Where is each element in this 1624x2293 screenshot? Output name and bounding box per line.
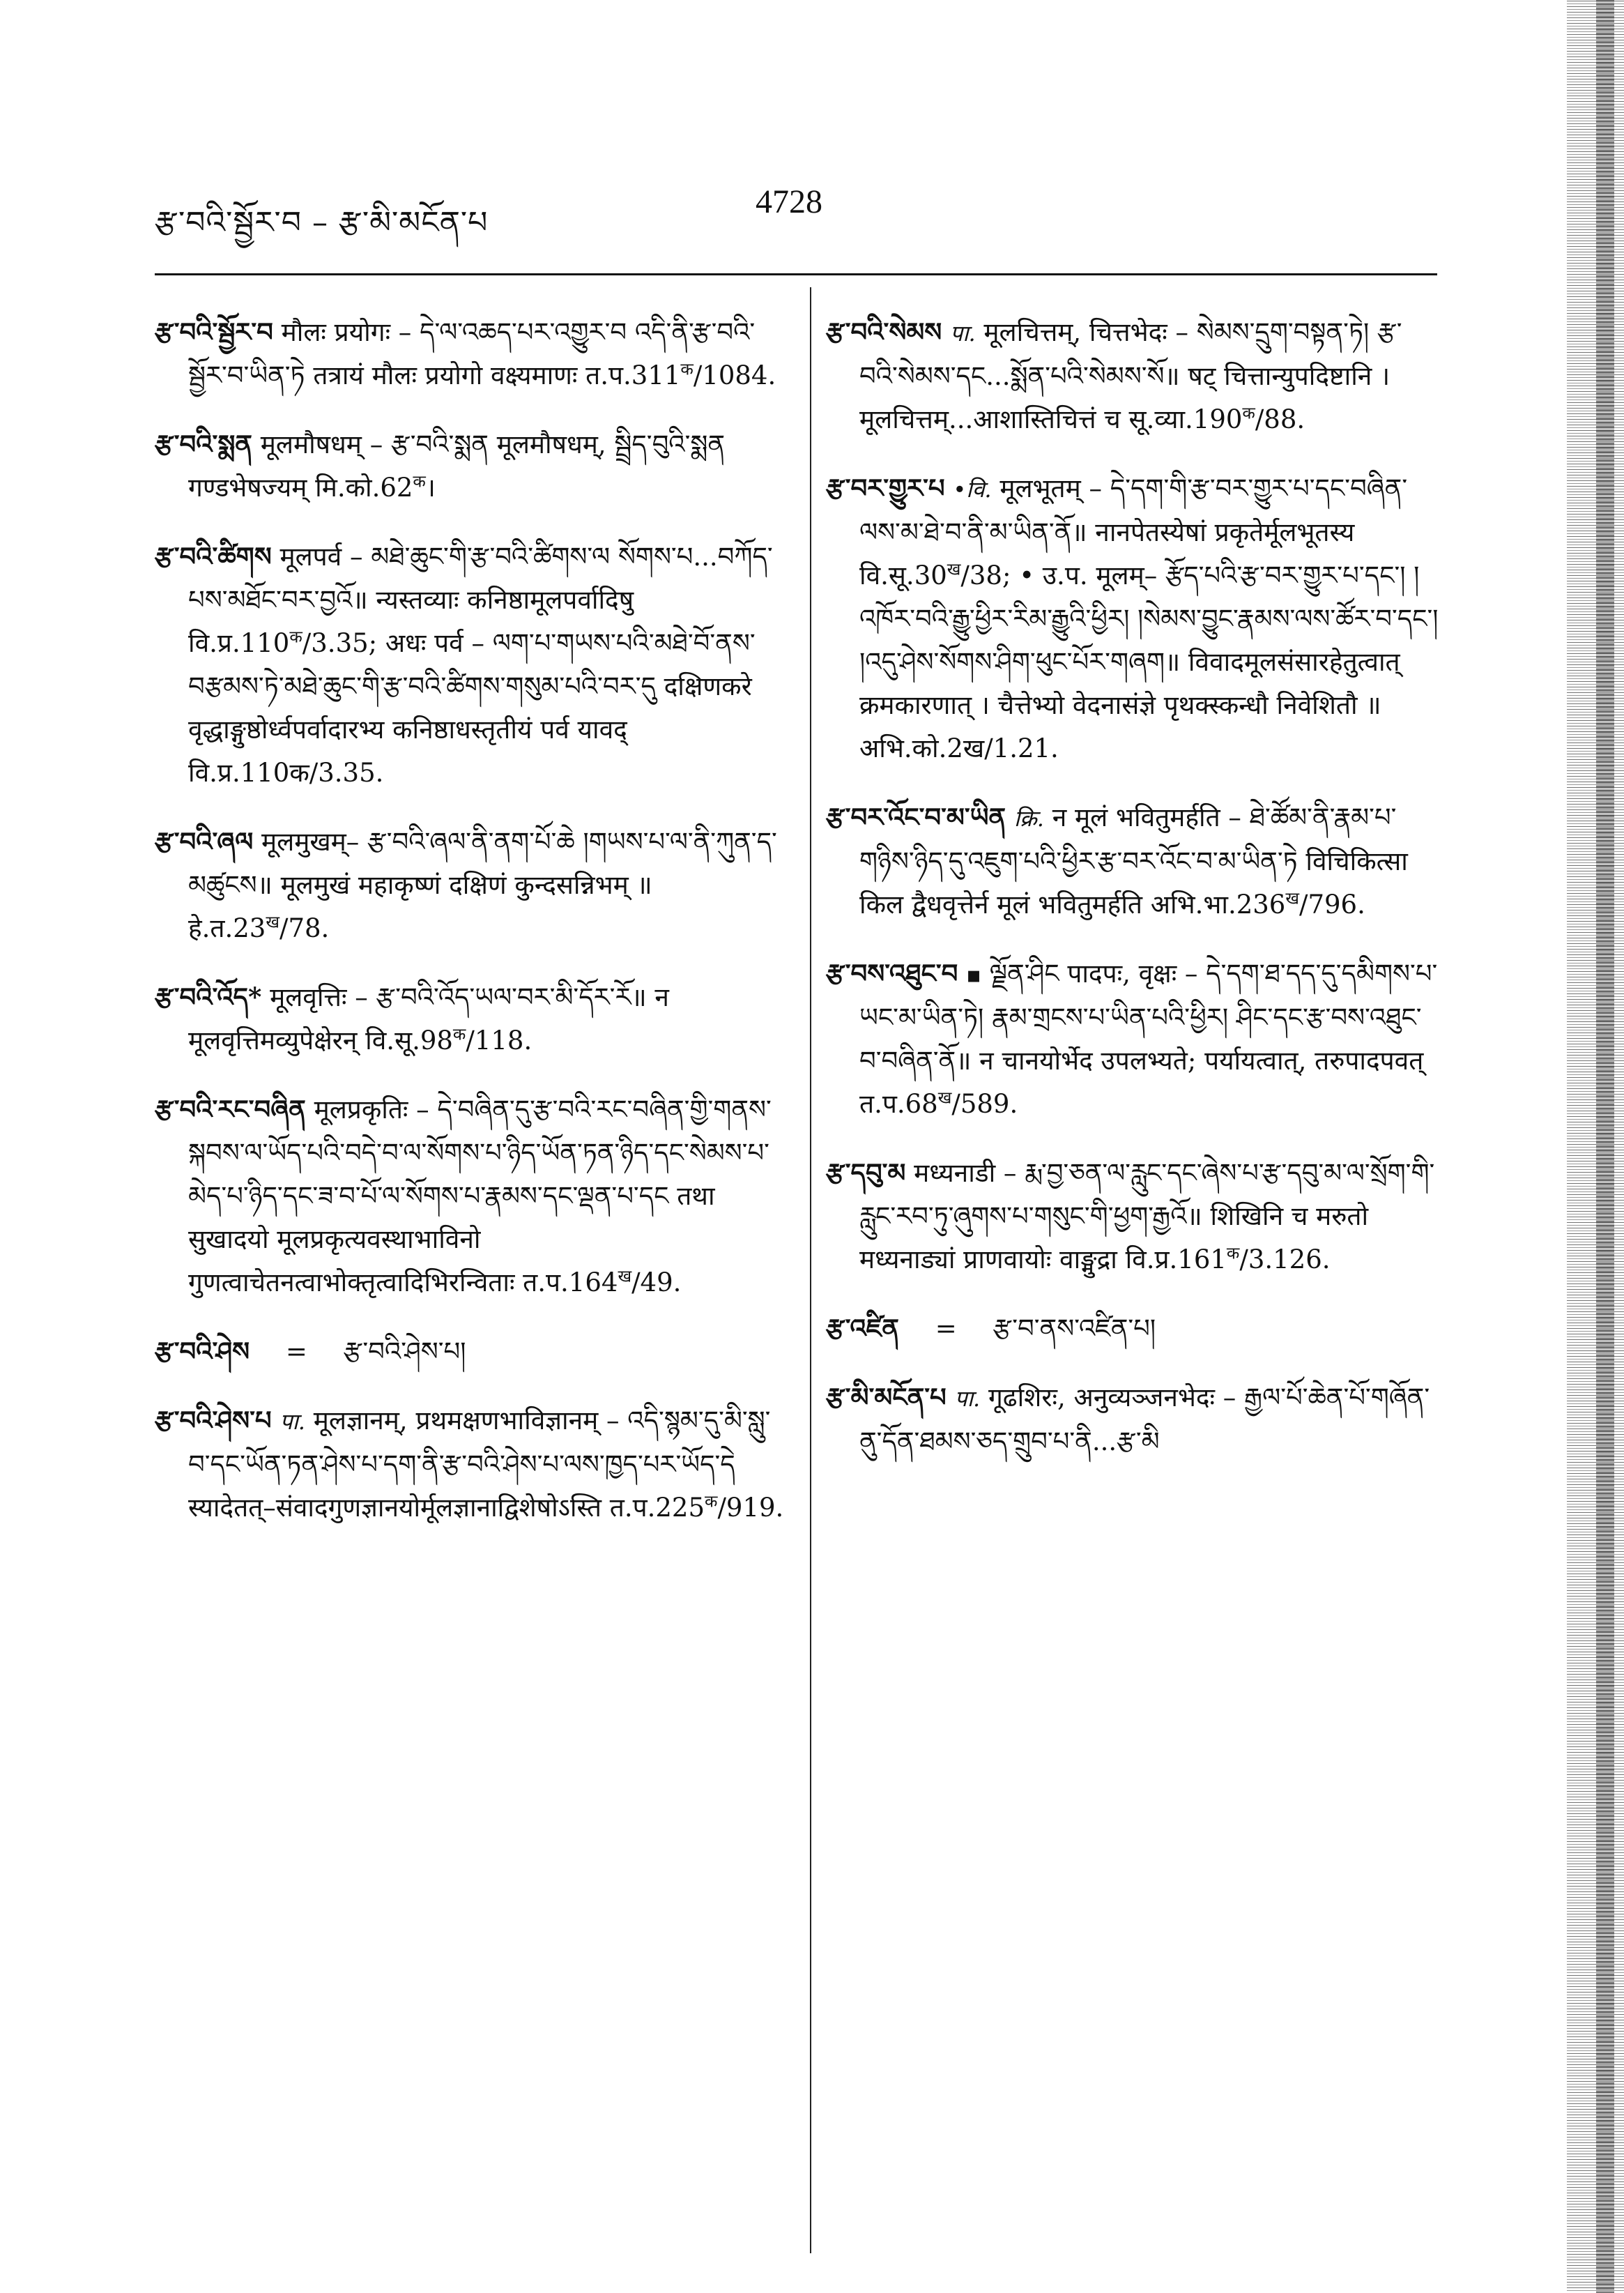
dictionary-entry — [826, 310, 1439, 441]
entry-headword: རྩ་མི་མངོན་པ — [826, 1382, 947, 1412]
entry-text: मूलप्रकृतिः – དེ་བཞིན་དུ་རྩ་བའི་རང་བཞིན་གྱི་གནས་སྐབས་ལ་ཡོད་པའི་བདེ་བ་ལ་སོགས་པ་ཉིད་ཡོན་ཏན་ཉིད་དང་སེམས་པ་མེད་པ་ཉིད་དང་ཟ་བ་པོ་ལ་སོགས་པ་རྣམས་དང་ལྡན་པ་དང तथा सुखादयो मूलप्रकृत्यवस्थाभाविनो गुणत्वाचेतनत्वाभोक्तृत्वादिभिरन्विताः त.प.164 — [188, 1095, 772, 1297]
entry-headword: རྩ་བའི་ཚིགས — [155, 541, 272, 572]
cross-reference-target: རྩ་བའི་ཤེས་པ། — [343, 1336, 466, 1366]
left-column — [155, 310, 786, 1555]
entry-folio-mark: क — [705, 1491, 718, 1511]
dictionary-entry — [155, 975, 786, 1062]
part-of-speech-label: पा. — [950, 320, 976, 346]
entry-reference: /1084. — [693, 360, 776, 390]
entry-reference: /49. — [631, 1267, 682, 1297]
dictionary-entry — [826, 952, 1439, 1126]
entry-reference: /3.126. — [1239, 1244, 1331, 1274]
dictionary-entry — [155, 535, 786, 795]
entry-reference: /78. — [279, 913, 330, 943]
entry-headword: རྩ་བའི་ཞལ — [155, 826, 254, 857]
entry-text: मूलचित्तम्, चित्तभेदः – སེམས་དྲུག་བསྟན་ཏེ། རྩ་བའི་སེམས་དང...སྨོན་པའི་སེམས་སོ॥ षट् चित्तान्युपदिष्टानि । मूलचित्तम्...आशास्तिचित्तं च सू.व्या.190 — [859, 317, 1402, 434]
entry-folio-mark: ख — [947, 559, 961, 579]
dictionary-entry — [826, 466, 1439, 770]
dictionary-entry — [155, 422, 786, 510]
dictionary-entry — [155, 1399, 786, 1530]
dictionary-entry — [826, 1151, 1439, 1281]
entry-headword: རྩ་དབུ་མ — [826, 1157, 906, 1188]
entry-text: गूढशिरः, अनुव्यञ्जनभेदः – རྒྱལ་པོ་ཆེན་པོ་གཞོན་ནུ་དོན་ཐམས་ཅད་གྲུབ་པ་ནི...རྩ་མི — [859, 1382, 1430, 1456]
entry-reference: /88. — [1255, 404, 1305, 434]
entry-headword: རྩ་བས་འཐུང་བ — [826, 958, 958, 989]
entry-reference: /589. — [951, 1089, 1018, 1119]
synonym-marker: ▪ — [966, 961, 981, 988]
entry-text: मूलमुखम्– རྩ་བའི་ཞལ་ནི་ནག་པོ་ཆེ །གཡས་པ་ལ་ནི་ཀུན་ད་མཚུངས॥ मूलमुखं महाकृष्णं दक्षिणं कुन्दसन्निभम् ॥ हे.त.23 — [188, 827, 777, 943]
part-of-speech-label: पा. — [279, 1408, 305, 1435]
entry-text: मध्यनाडी – རྨ་བྱ་ཅན་ལ་རླུང་དང་ཞེས་པ་རྩ་དབུ་མ་ལ་སྲོག་གི་རླུང་རབ་ཏུ་ཞུགས་པ་གསུང་གི་ཕྱག་རྒྱའོ॥ शिखिनि च मरुतो मध्यनाड्यां प्राणवायोः वाङ्मुद्रा वि.प्र.161 — [859, 1158, 1435, 1274]
header-rule — [155, 273, 1437, 275]
entry-reference: /3.35; अधः पर्व – ལག་པ་གཡས་པའི་མཐེ་བོ་ནས་བརྩམས་ཏེ་མཐེ་ཆུང་གི་རྩ་བའི་ཚིགས་གསུམ་པའི་བར་དུ दक्षिणकरे वृद्धाङ्गुष्ठोर्ध्वपर्वादारभ्य कनिष्ठाधस्तृतीयं पर्व यावद् वि.प्र.110क/3.35. — [188, 628, 756, 788]
cross-reference-entry — [826, 1307, 1439, 1350]
entry-reference: /919. — [717, 1493, 784, 1523]
dictionary-entry — [155, 310, 786, 397]
entry-text: मूलपर्व – མཐེ་ཆུང་གི་རྩ་བའི་ཚིགས་ལ སོགས་པ...བཀོད་པས་མཐོང་བར་བྱའོ॥ न्यस्तव्याः कनिष्ठामूलपर्वादिषु वि.प्र.110 — [188, 542, 773, 658]
dictionary-entry — [155, 820, 786, 950]
entry-folio-mark: क — [1242, 403, 1255, 423]
entry-headword: རྩ་བའི་སྦྱོར་བ — [155, 317, 273, 347]
column-divider — [810, 287, 811, 2253]
entry-headword: རྩ་བའི་འོད* — [155, 982, 262, 1012]
entry-folio-mark: क — [289, 627, 302, 647]
right-column — [826, 310, 1439, 1488]
entry-folio-mark: क — [680, 359, 694, 379]
dictionary-entry — [826, 1376, 1439, 1463]
entry-text: न मूलं भवितुमर्हति – ཐེ་ཚོམ་ནི་རྣམ་པ་གཉིས་ཉིད་དུ་འཇུག་པའི་ཕྱིར་རྩ་བར་འོང་བ་མ་ཡིན་ཏེ विचिकित्सा किल द्वैधवृत्तेर्न मूलं भवितुमर्हति अभि.भा.236 — [859, 802, 1408, 920]
running-head: རྩ་བའི་སྦྱོར་བ – རྩ་མི་མངོན་པ — [155, 205, 489, 241]
part-of-speech-label: पा. — [954, 1385, 981, 1412]
entry-reference: /796. — [1299, 890, 1365, 920]
entry-folio-mark: ख — [618, 1266, 632, 1286]
entry-headword: རྩ་བའི་རང་བཞིན — [155, 1094, 306, 1125]
cross-reference-target: རྩ་བ་ནས་འཛིན་པ། — [993, 1313, 1156, 1343]
dictionary-entry — [826, 795, 1439, 927]
dictionary-entry — [155, 1088, 786, 1304]
entry-headword: རྩ་བར་འོང་བ་མ་ཡིན — [826, 802, 1006, 832]
equals-sign: = — [935, 1313, 957, 1343]
entry-text: मौलः प्रयोगः – དེ་ལ་འཆད་པར་འགྱུར་བ འདི་ནི་རྩ་བའི་སྦྱོར་བ་ཡིན་ཏེ तत्रायं मौलः प्रयोगो वक्ष्यमाणः त.प.311 — [188, 317, 756, 390]
entry-folio-mark: ख — [266, 912, 279, 932]
entry-text: मूलवृत्तिः – རྩ་བའི་འོད་ཡལ་བར་མི་དོར་རོ॥ न मूलवृत्तिमव्युपेक्षेरन् वि.सू.98 — [188, 982, 669, 1056]
part-of-speech-label: •वि. — [953, 476, 992, 503]
entry-headword: རྩ་བའི་ཤེས — [155, 1336, 250, 1366]
entry-folio-mark: क — [1226, 1243, 1240, 1263]
entry-text: ལྗོན་ཤིང पादपः, वृक्षः – དེ་དག་ཐ་དད་དུ་དམིགས་པ་ཡང་མ་ཡིན་ཏེ། རྣམ་གྲངས་པ་ཡིན་པའི་ཕྱིར། ཤིང་དང་རྩ་བས་འཐུང་བ་བཞིན་ནོ॥ न चानयोर्भेद उपलभ्यते; पर्यायत्वात्, तरुपादपवत् त.प.68 — [859, 959, 1438, 1119]
scanned-page-edge-shadow — [1596, 0, 1614, 2293]
page-number: 4728 — [756, 183, 822, 220]
entry-reference: । — [425, 473, 436, 503]
cross-reference-entry — [155, 1330, 786, 1373]
entry-folio-mark: क — [413, 471, 426, 492]
entry-headword: རྩ་བར་གྱུར་པ — [826, 473, 945, 503]
entry-headword: རྩ་འཛིན — [826, 1313, 899, 1343]
entry-headword: རྩ་བའི་སྨན — [155, 429, 252, 459]
entry-folio-mark: ख — [937, 1088, 952, 1108]
entry-headword: རྩ་བའི་ཤེས་པ — [155, 1405, 272, 1435]
entry-reference: /118. — [466, 1026, 533, 1056]
entry-folio-mark: क — [452, 1024, 466, 1044]
entry-headword: རྩ་བའི་སེམས — [826, 317, 942, 347]
scanned-page-edge — [1567, 0, 1624, 2293]
part-of-speech-label: क्रि. — [1013, 805, 1044, 832]
equals-sign: = — [285, 1336, 307, 1366]
entry-reference: /38; • उ.प. मूलम्– རྩོད་པའི་རྩ་བར་གྱུར་པ་དང་། །འཁོར་བའི་རྒྱུ་ཕྱིར་རིམ་རྒྱུའི་ཕྱིར། །སེམས་བྱུང་རྣམས་ལས་ཚོར་བ་དང་། །འདུ་ཤེས་སོགས་ཤིག་ཕུང་པོར་གཞག॥ विवादमूलसंसारहेतुत्वात् क्रमकारणात् । चैत्तेभ्यो वेदनासंज्ञे पृथक्स्कन्धौ निवेशितौ ॥ अभि.को.2ख/1.21. — [859, 561, 1439, 763]
entry-text: मूलभूतम् – དེ་དག་གི་རྩ་བར་གྱུར་པ་དང་བཞིན་ལས་མ་ཐེ་བ་ནི་མ་ཡིན་ནོ॥ नानपेतस्येषां प्रकृतेर्मूलभूतस्य वि.सू.30 — [859, 473, 1408, 591]
entry-text: मूलमौषधम् – རྩ་བའི་སྨན मूलमौषधम्, སྦྲིད་བུའི་སྨན गण्डभेषज्यम् मि.को.62 — [188, 429, 726, 503]
entry-text: मूलज्ञानम्, प्रथमक्षणभाविज्ञानम् – འདི་སྙམ་དུ་མི་སླུ་བ་དང་ཡོན་ཏན་ཤེས་པ་དག་ནི་རྩ་བའི་ཤེས་པ་ལས་ཁྱད་པར་ཡོད་དེ स्यादेतत्–संवादगुणज्ञानयोर्मूलज्ञानाद्विशेषोऽस्ति त.प.225 — [188, 1405, 771, 1523]
entry-folio-mark: ख — [1285, 888, 1299, 908]
